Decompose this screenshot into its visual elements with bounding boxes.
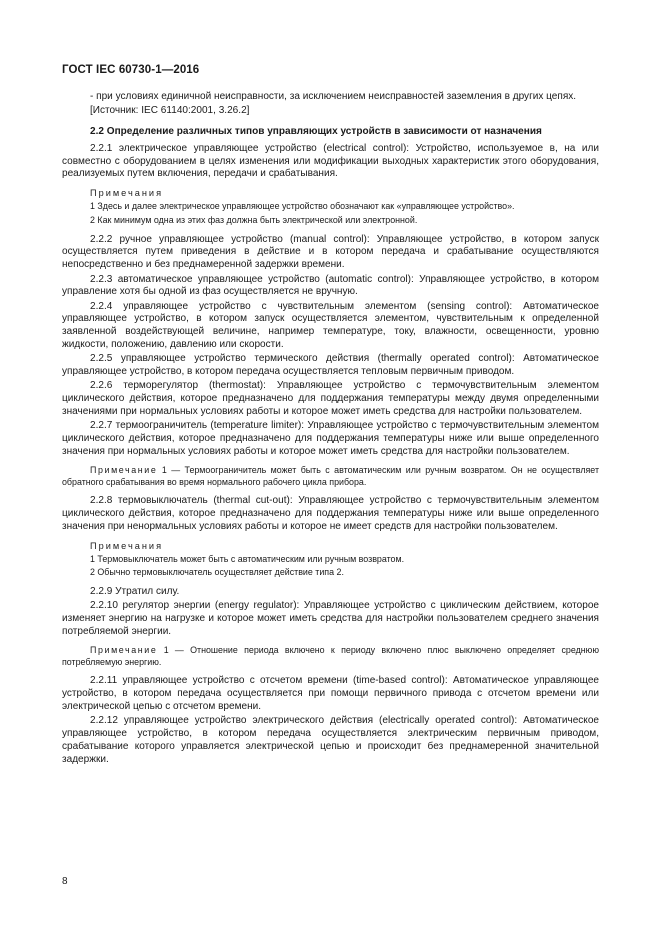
note-1: 1 Здесь и далее электрическое управляющее устройство обозначают как «управляющее устройство». [90,201,515,212]
section-title: 2.2 Определение различных типов управляющих устройств в зависимости от назначения [90,126,542,138]
note-text: 1 — Отношение периода включено к периоду включено плюс выключено определяет среднюю потребляемую энергию. [62,644,599,667]
page-number: 8 [62,876,68,887]
definition-2-2-11: 2.2.11 управляющее устройство с отсчетом времени (time-based control): Автоматическое управляющее устройство, в котором передача осуществляется при помощи первичного привода с отсчетом времени или электрической цепью с отсчетом времени. [62,675,599,712]
definition-2-2-10: 2.2.10 регулятор энергии (energy regulator): Управляющее устройство с циклическим действием, которое изменяет энергию на нагрузке и которое может иметь средства для настройки пользователем среднего значения потребляемой энергии. [62,600,599,637]
note-2: 2 Как минимум одна из этих фаз должна быть электрической или электронной. [90,214,418,225]
note-2-2-10 [62,645,599,669]
definition-2-2-8: 2.2.8 термовыключатель (thermal cut-out): Управляющее устройство с термочувствительным элементом циклического действия, которое предназначено для поддержания температуры ниже или выше определенного значения при ненормальных условиях работы и которое не имеет средств для настройки пользователем. [62,495,599,532]
definition-2-2-9: 2.2.9 Утратил силу. [90,586,180,598]
notes-label: Примечания [90,188,164,199]
definition-2-2-3: 2.2.3 автоматическое управляющее устройство (automatic control): Управляющее устройство, в котором управление хотя бы одной из фаз осуществляется не вручную. [62,273,599,298]
definition-2-2-12: 2.2.12 управляющее устройство электрического действия (electrically operated control): Автоматическое управляющее устройство, в котором передача осуществляется электрическим первичным приводом, срабатывание которого управляется электрической цепью и происходит без преднамеренной значительной задержки. [62,715,599,765]
note-2-2-8-2: 2 Обычно термовыключатель осуществляет действие типа 2. [90,567,344,578]
page-header: ГОСТ IEC 60730-1—2016 [62,64,200,76]
note-2-2-8-1: 1 Термовыключатель может быть с автоматическим или ручным возвратом. [90,553,405,564]
definition-2-2-1: 2.2.1 электрическое управляющее устройство (electrical control): Устройство, используемое в, на или совместно с оборудованием в целях изменения или модификации выходных характеристик этого оборудования, реализуемых путем включения, передачи и срабатывания. [62,142,599,180]
note-2-2-7 [62,465,599,489]
note-text: 1 — Термоограничитель может быть с автоматическим или ручным возвратом. Он не осуществляет обратного срабатывания во время нормального рабочего цикла прибора. [62,464,600,487]
note-label: Примечание [90,644,158,655]
definition-2-2-7: 2.2.7 термоограничитель (temperature limiter): Управляющее устройство с термочувствительным элементом циклического действия, которое предназначено для поддержания температуры ниже или выше определенного значения при нормальных условиях работы и которое может иметь средства для настройки пользователем. [62,420,599,457]
document-body [62,91,599,768]
notes-label-2-2-8: Примечания [90,540,164,551]
intro-paragraph: - при условиях единичной неисправности, за исключением неисправностей заземления в других цепях. [90,91,577,102]
source-reference: [Источник: IEC 61140:2001, 3.26.2] [90,105,250,117]
definition-2-2-2: 2.2.2 ручное управляющее устройство (manual control): Управляющее устройство, в котором запуск осуществляется путем приведения в действие и в котором передача и срабатывание осуществляются непосредственно и без преднамеренной задержки времени. [62,233,599,271]
definition-2-2-6: 2.2.6 терморегулятор (thermostat): Управляющее устройство с термочувствительным элементом циклического действия, которое предназначено для поддержания температуры между двумя определенными значениями при нормальных условиях работы и которое может иметь средства для настройки пользователем. [62,380,599,418]
definition-2-2-4: 2.2.4 управляющее устройство с чувствительным элементом (sensing control): Автоматическое управляющее устройство, в котором запуск осуществляется элементом, чувствительным к определенной заявленной воздействующей величине, например температуре, току, влажности, освещенности, уровню жидкости, положению, давлению или скорости. [62,300,599,351]
note-label: Примечание [90,464,158,475]
definition-2-2-5: 2.2.5 управляющее устройство термического действия (thermally operated control): Автоматическое управляющее устройство, в котором передача осуществляется тепловым первичным приводом. [62,353,599,378]
